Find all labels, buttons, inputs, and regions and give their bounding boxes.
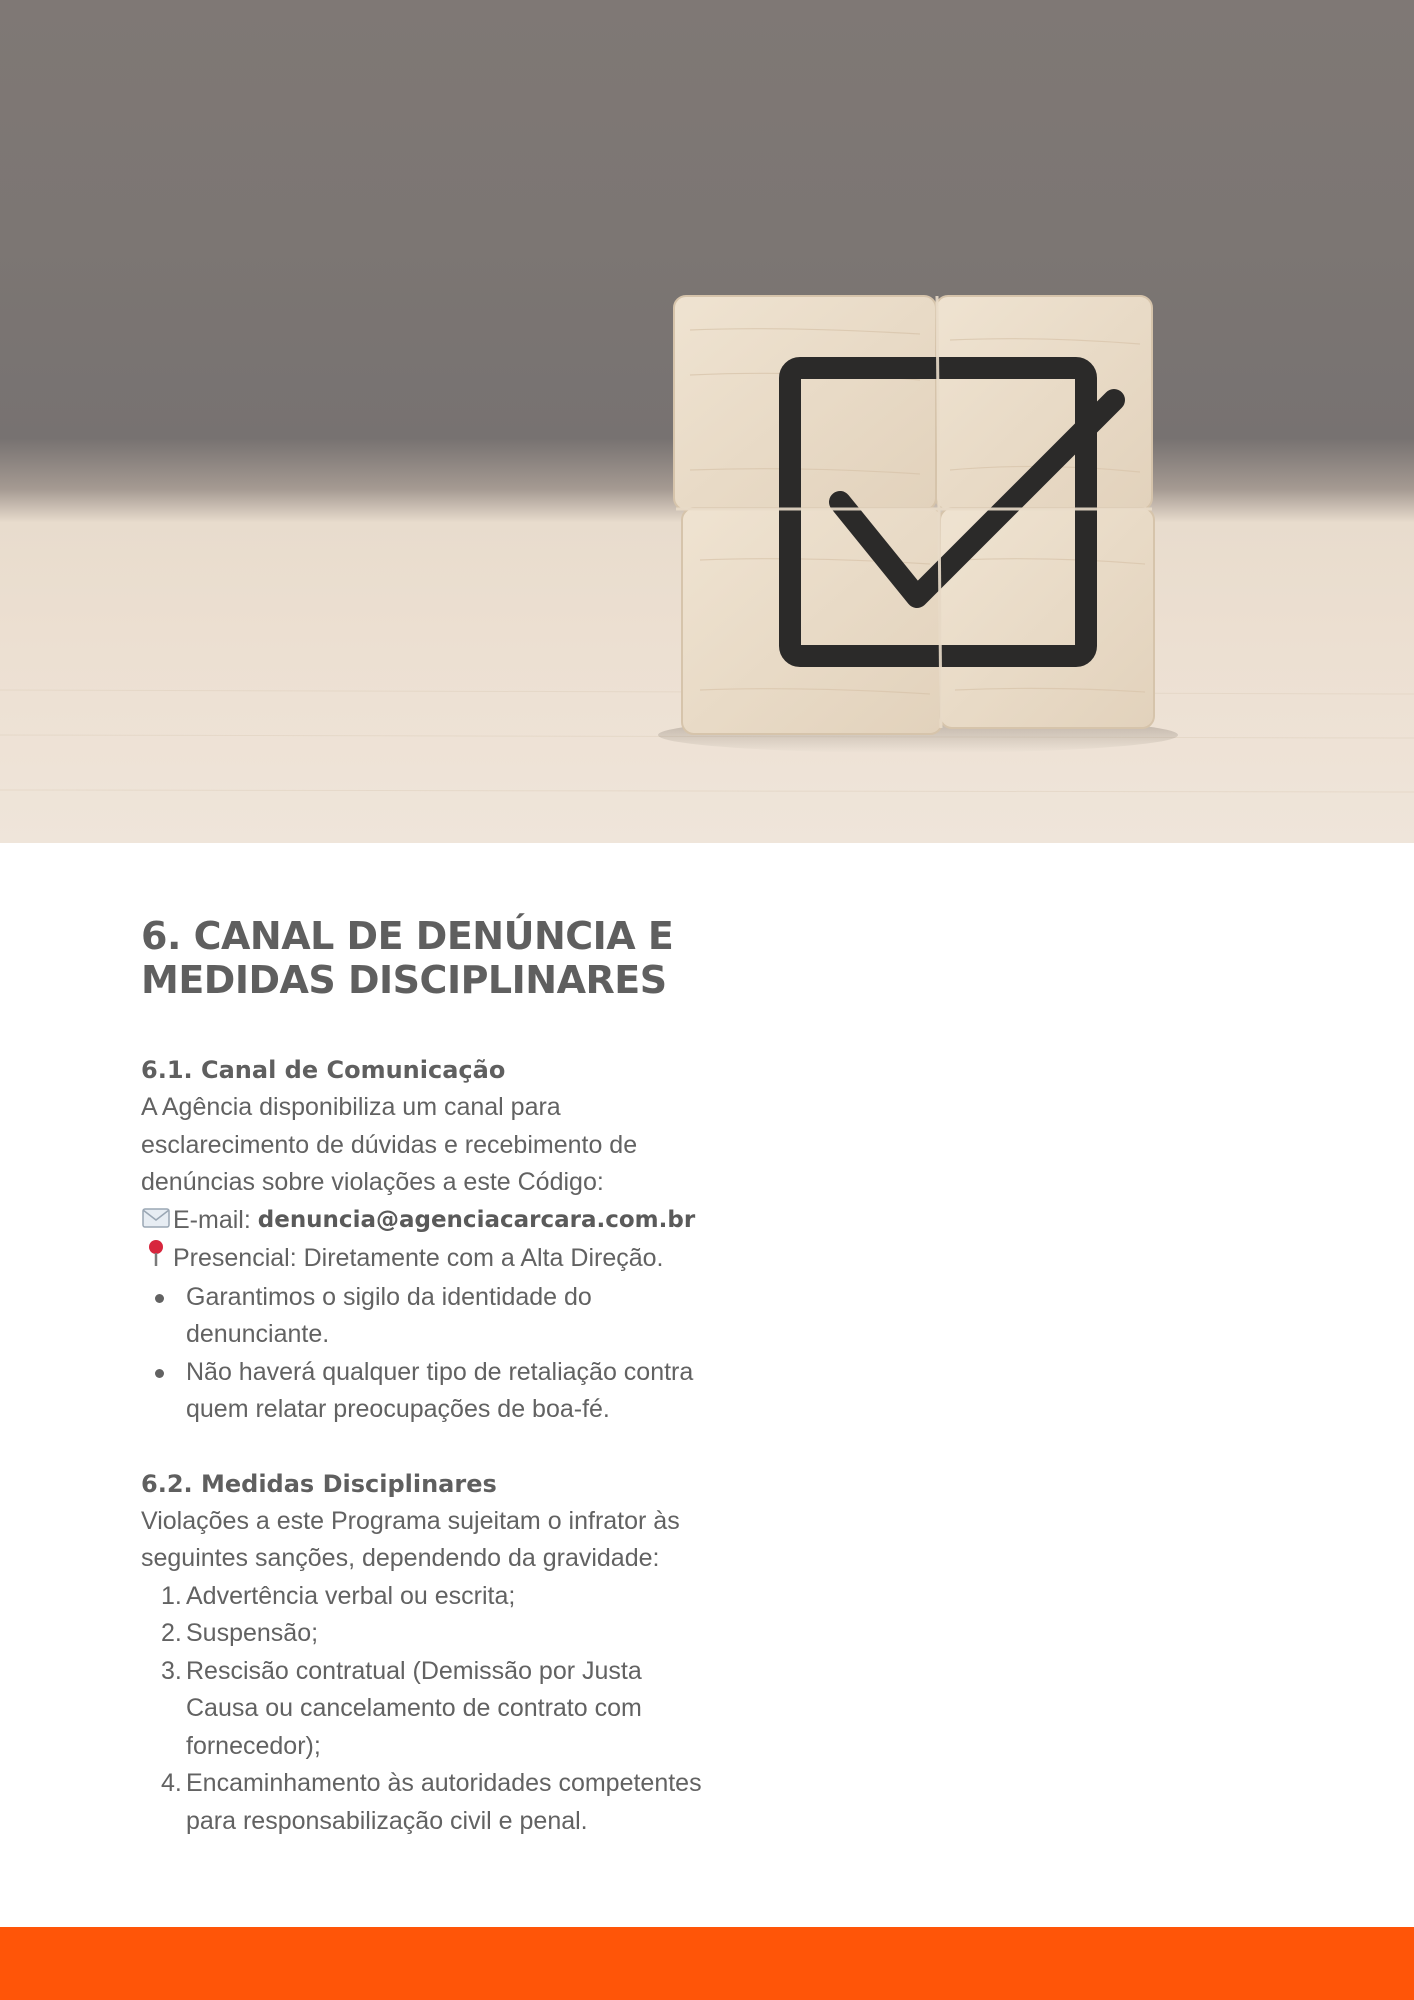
footer-accent-bar: [0, 1927, 1414, 2000]
email-link[interactable]: denuncia@agenciacarcara.com.br: [257, 1206, 696, 1233]
section-intro-canal: A Agência disponibiliza um canal para esclarecimento de dúvidas e recebimento de denúncias sobre violações a este Código:: [141, 1093, 638, 1196]
main-content: [141, 914, 711, 1840]
list-item-text: Suspensão;: [186, 1619, 319, 1647]
email-label: E-mail:: [173, 1205, 251, 1234]
list-item: [141, 1279, 711, 1354]
section-heading-medidas-disciplinares: 6.2. Medidas Disciplinares: [141, 1469, 497, 1498]
bullet-icon: [155, 1294, 164, 1303]
section-heading-canal-comunicacao: 6.1. Canal de Comunicação: [141, 1056, 506, 1084]
list-item-text: Encaminhamento às autoridades competentes para responsabilização civil e penal.: [186, 1769, 702, 1835]
list-item-text: Não haverá qualquer tipo de retaliação contra quem relatar preocupações de boa-fé.: [186, 1357, 694, 1423]
envelope-icon: [141, 1202, 171, 1240]
email-contact-line: [141, 1202, 711, 1240]
presencial-text: Presencial: Diretamente com a Alta Direção.: [173, 1244, 664, 1272]
list-item: [141, 1653, 711, 1766]
bullet-icon: [155, 1369, 164, 1378]
guarantee-list: [141, 1279, 711, 1429]
section-intro-medidas: Violações a este Programa sujeitam o infrator às seguintes sanções, dependendo da gravidade:: [141, 1506, 680, 1572]
list-item-text: Rescisão contratual (Demissão por Justa Causa ou cancelamento de contrato com fornecedor);: [186, 1656, 642, 1760]
wooden-blocks-checkmark-illustration: [0, 0, 1414, 843]
list-item: [141, 1765, 711, 1840]
list-item-number: 4.: [161, 1769, 182, 1797]
list-item: [141, 1354, 711, 1429]
page-title: 6. CANAL DE DENÚNCIA E MEDIDAS DISCIPLINARES: [141, 914, 674, 1002]
sanctions-list: [141, 1578, 711, 1841]
list-item: [141, 1578, 711, 1616]
hero-photo: [0, 0, 1414, 843]
list-item-number: 1.: [161, 1581, 182, 1610]
presencial-contact-line: [141, 1239, 711, 1279]
list-item-text: Advertência verbal ou escrita;: [186, 1581, 516, 1610]
list-item-number: 3.: [161, 1656, 182, 1685]
list-item-text: Garantimos o sigilo da identidade do denunciante.: [186, 1282, 592, 1348]
pin-icon: [141, 1239, 171, 1279]
list-item: [141, 1615, 711, 1653]
list-item-number: 2.: [161, 1619, 182, 1647]
